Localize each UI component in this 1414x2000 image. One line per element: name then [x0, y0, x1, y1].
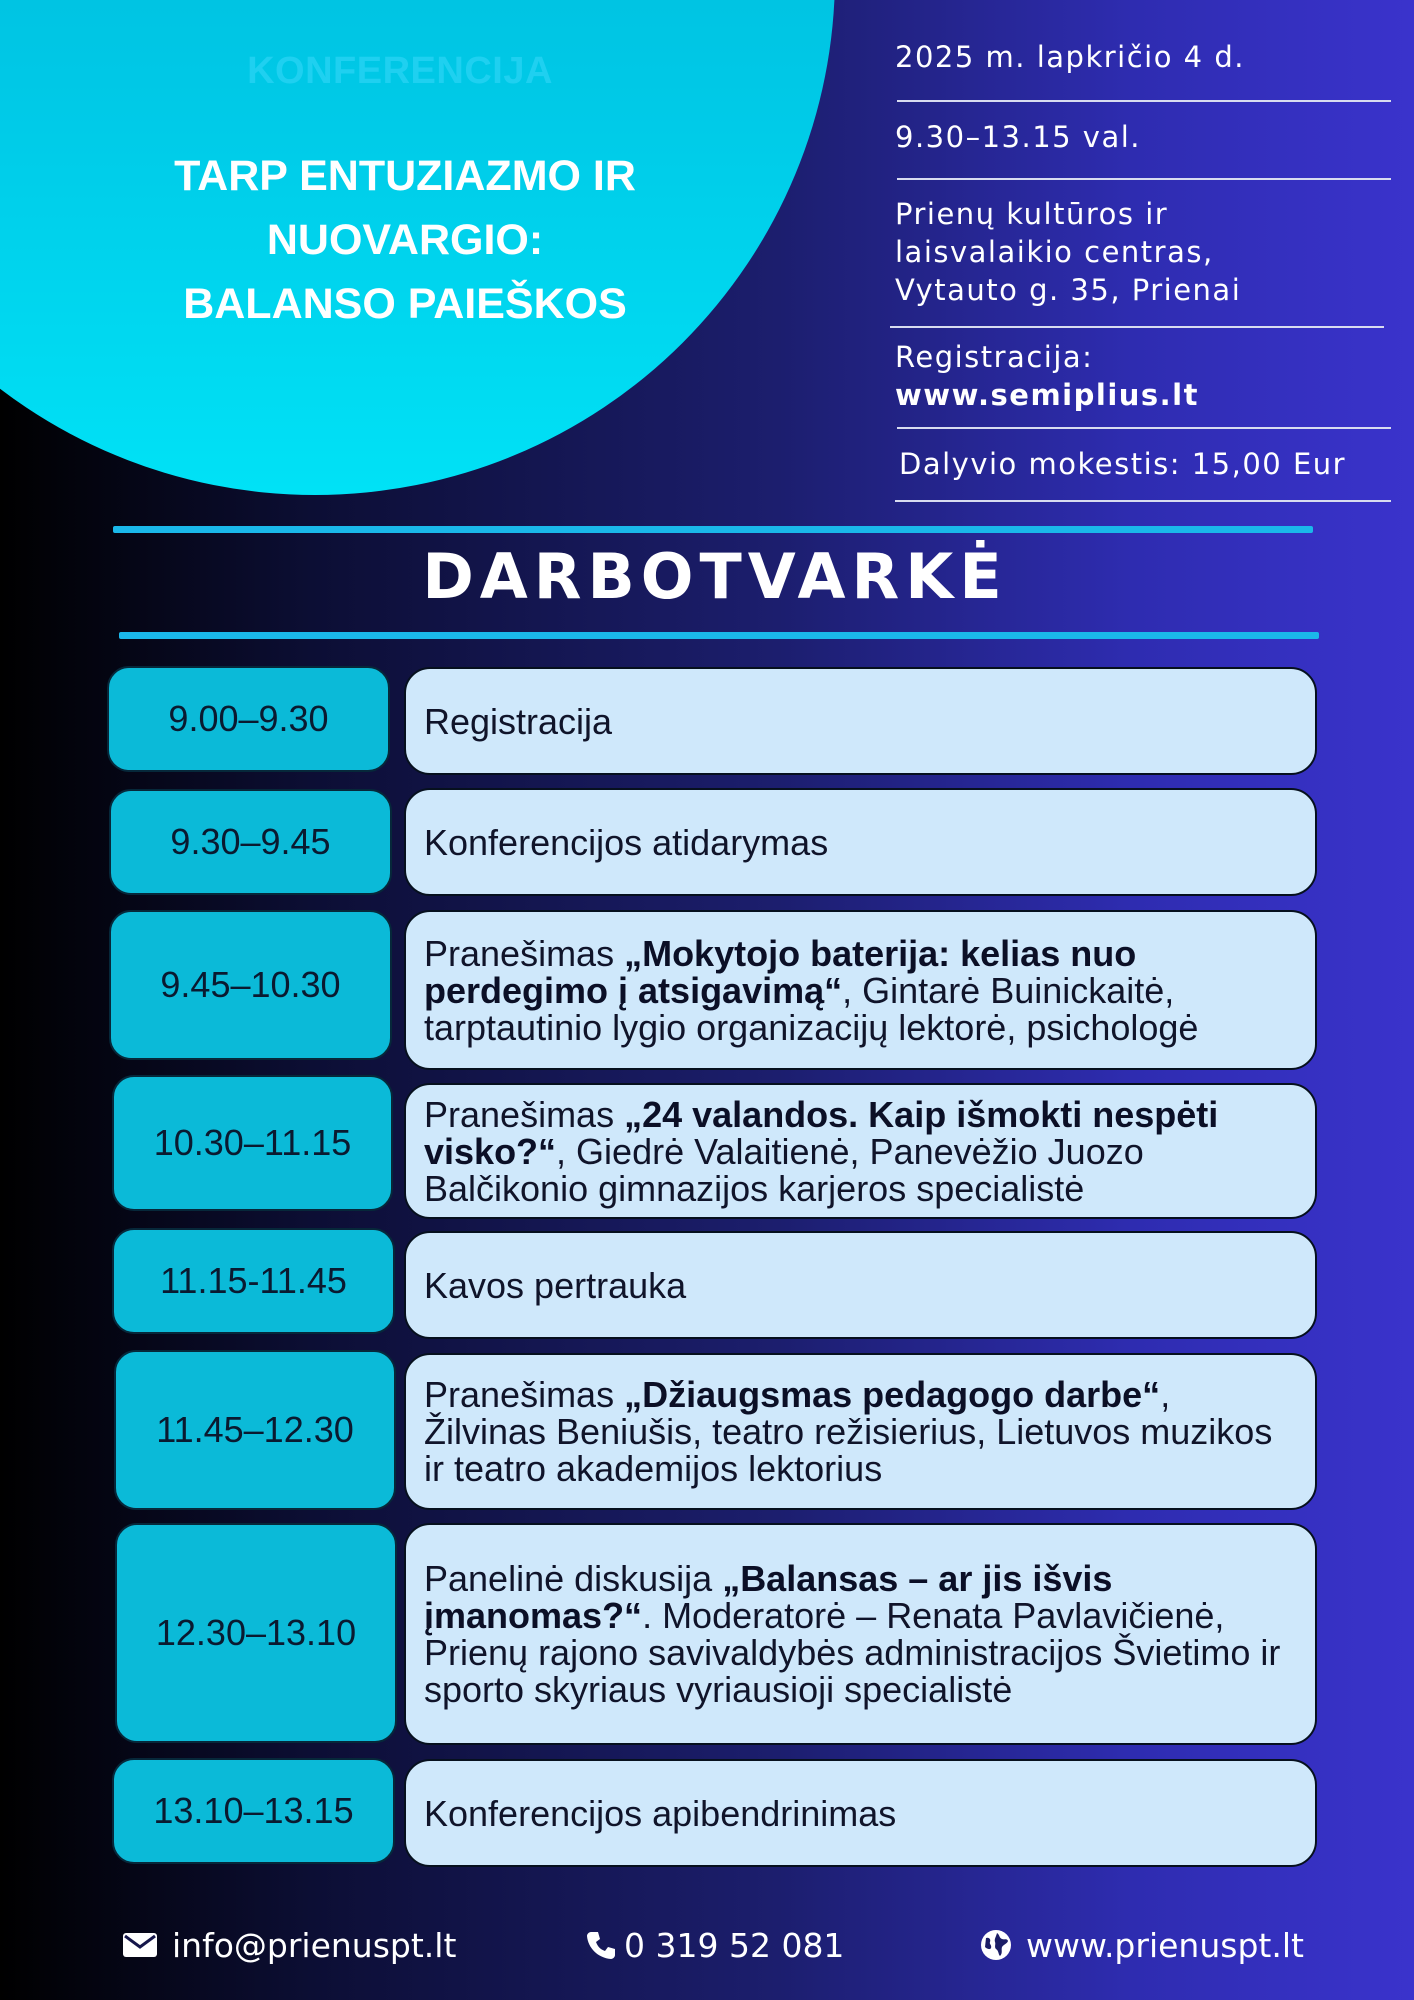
agenda-time: 13.10–13.15	[112, 1758, 395, 1864]
venue-line: laisvalaikio centras,	[895, 235, 1214, 269]
phone-icon	[586, 1930, 616, 1960]
agenda-description-text	[424, 1264, 687, 1306]
agenda-time: 12.30–13.10	[115, 1523, 397, 1743]
registration	[895, 338, 1199, 414]
title-line: NUOVARGIO:	[266, 216, 544, 264]
agenda-description	[404, 910, 1317, 1070]
agenda-description	[404, 1231, 1317, 1339]
agenda-time: 9.30–9.45	[109, 789, 392, 895]
agenda-bottom-bar	[119, 632, 1319, 639]
event-date: 2025 m. lapkričio 4 d.	[895, 40, 1245, 74]
mail-icon	[122, 1932, 158, 1958]
divider	[897, 178, 1391, 180]
event-kicker: KONFERENCIJA	[247, 50, 553, 92]
globe-icon	[980, 1929, 1012, 1961]
agenda-time: 9.00–9.30	[107, 666, 390, 772]
event-time: 9.30–13.15 val.	[895, 120, 1142, 154]
footer-phone[interactable]	[586, 1920, 844, 1970]
description-text: Panelinė diskusija	[424, 1558, 723, 1599]
registration-link[interactable]: www.semiplius.lt	[895, 378, 1199, 412]
agenda-time: 9.45–10.30	[109, 910, 392, 1060]
agenda-description	[404, 667, 1317, 775]
agenda-heading: DARBOTVARKĖ	[422, 540, 1008, 613]
venue-line: Vytauto g. 35, Prienai	[895, 273, 1242, 307]
agenda-description-text	[424, 1792, 897, 1834]
divider	[897, 427, 1391, 429]
description-text: . Moderatorė – Renata Pavlavičienė, Prienų rajono savivaldybės administracijos Švietimo ir sporto skyriaus vyriausioji specialistė	[424, 1595, 1281, 1710]
event-title	[60, 144, 750, 336]
talk-title: „Džiaugsmas pedagogo darbe“	[624, 1374, 1161, 1415]
agenda-description-text	[424, 700, 613, 742]
agenda-description	[404, 1353, 1317, 1510]
talk-title: „24 valandos. Kaip išmokti nespėti visko?“	[424, 1093, 1219, 1172]
description-text: Konferencijos apibendrinimas	[424, 1792, 897, 1834]
venue-line: Prienų kultūros ir	[895, 197, 1169, 231]
talk-title: „Balansas – ar jis išvis įmanomas?“	[424, 1558, 1113, 1636]
agenda-description-text	[424, 932, 1297, 1048]
agenda-description-text	[424, 1093, 1297, 1209]
title-line: TARP ENTUZIAZMO IR	[174, 152, 636, 200]
divider	[895, 500, 1391, 502]
website-text: www.prienuspt.lt	[1026, 1925, 1304, 1965]
title-line: BALANSO PAIEŠKOS	[183, 280, 627, 328]
description-text: Konferencijos atidarymas	[424, 821, 829, 863]
agenda-time: 10.30–11.15	[112, 1075, 393, 1211]
agenda-top-bar	[113, 526, 1313, 533]
agenda-description-text	[424, 1560, 1297, 1708]
divider	[897, 100, 1391, 102]
footer-email[interactable]	[122, 1920, 456, 1970]
registration-label: Registracija:	[895, 340, 1094, 374]
agenda-description	[404, 1523, 1317, 1745]
description-text: Registracija	[424, 700, 613, 742]
email-text: info@prienuspt.lt	[172, 1925, 457, 1965]
footer-website[interactable]	[980, 1920, 1304, 1970]
agenda-description	[404, 1083, 1317, 1219]
divider	[890, 326, 1384, 328]
agenda-description-text	[424, 821, 829, 863]
description-text: Kavos pertrauka	[424, 1264, 687, 1306]
description-text: , Giedrė Valaitienė, Panevėžio Juozo Balčikonio gimnazijos karjeros specialistė	[424, 1130, 1144, 1209]
phone-text: 0 319 52 081	[624, 1925, 845, 1965]
description-text: , Žilvinas Beniušis, teatro režisierius, Lietuvos muzikos ir teatro akademijos lektorius	[424, 1374, 1273, 1489]
description-text: Pranešimas	[424, 1374, 625, 1415]
agenda-description	[404, 1759, 1317, 1867]
event-venue	[895, 195, 1241, 309]
agenda-time: 11.15-11.45	[112, 1228, 395, 1334]
agenda-description-text	[424, 1376, 1297, 1487]
description-text: , Gintarė Buinickaitė, tarptautinio lygio organizacijų lektorė, psichologė	[424, 969, 1199, 1048]
description-text: Pranešimas	[424, 932, 625, 974]
agenda-time: 11.45–12.30	[114, 1350, 396, 1510]
participant-fee: Dalyvio mokestis: 15,00 Eur	[899, 447, 1347, 481]
agenda-description	[404, 788, 1317, 896]
talk-title: „Mokytojo baterija: kelias nuo perdegimo į atsigavimą“	[424, 932, 1137, 1011]
description-text: Pranešimas	[424, 1093, 625, 1135]
